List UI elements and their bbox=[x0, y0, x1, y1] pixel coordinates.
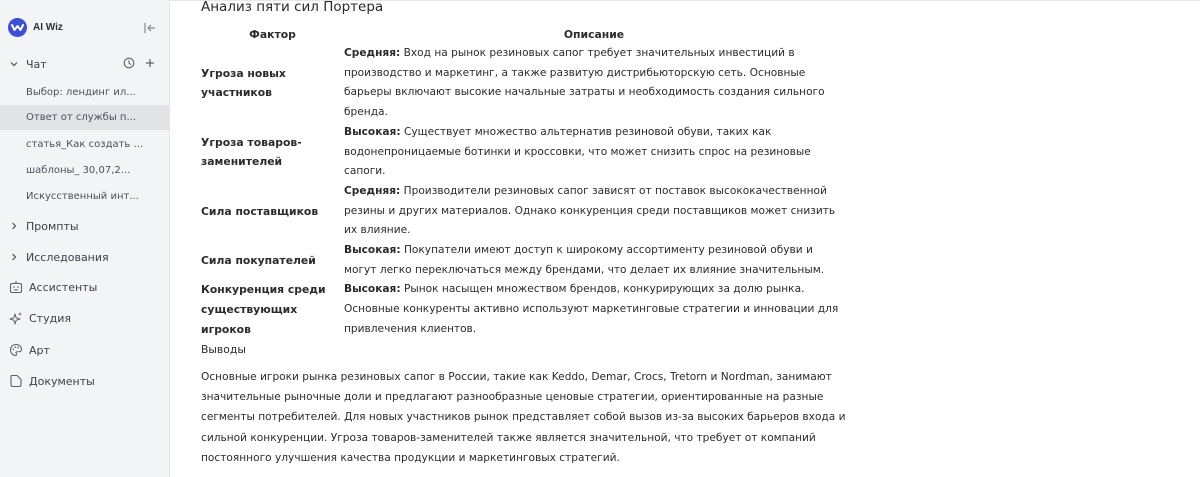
assistant-message bbox=[201, 0, 861, 469]
table-row bbox=[201, 241, 844, 280]
brand[interactable] bbox=[8, 18, 63, 37]
table-header-row bbox=[201, 24, 844, 44]
description-cell bbox=[344, 123, 844, 182]
description-text: Существует множество альтернатив резиновой обуви, таких как водонепроницаемые ботинки и кроссовки, что может снизить спрос на резиновые сапоги. bbox=[344, 125, 811, 178]
chevron-right-icon bbox=[8, 251, 20, 263]
description-cell bbox=[344, 44, 844, 123]
description-text: Покупатели имеют доступ к широкому ассортименту резиновой обуви и могут легко переключаться между брендами, что делает их влияние значительным. bbox=[344, 244, 825, 276]
chat-item[interactable] bbox=[0, 158, 169, 183]
conclusions-paragraph: Основные игроки рынка резиновых сапог в России, такие как Keddo, Demar, Crocs, Tretorn и Nordman, занимают значительные рыночные доли и предлагают разнообразные ценовые стратегии, ориентированные на разные сегменты потребителей. Для новых участников рынок представляет собой вызов из-за высоких барьеров входа и сильной конкуренции. Угроза товаров-заменителей также является значительной, что требует от компаний постоянного улучшения качества продукции и маркетинговых стратегий. bbox=[201, 370, 846, 465]
sidebar-item-art[interactable] bbox=[8, 340, 159, 360]
section-title: Анализ пяти сил Портера bbox=[201, 0, 384, 15]
history-icon[interactable] bbox=[123, 57, 135, 72]
level-label: Средняя: bbox=[344, 47, 401, 59]
sidebar-section-chat[interactable] bbox=[8, 54, 159, 74]
factor-cell: Конкуренция среди существующих игроков bbox=[201, 283, 326, 336]
chevron-down-icon bbox=[8, 58, 20, 70]
column-header-factor: Фактор bbox=[249, 27, 296, 41]
sparkles-icon bbox=[8, 311, 23, 326]
collapse-sidebar-icon[interactable] bbox=[143, 20, 157, 34]
table-row bbox=[201, 44, 844, 123]
chat-item-active[interactable] bbox=[0, 105, 169, 130]
factor-cell: Сила поставщиков bbox=[201, 204, 319, 218]
sidebar-item-research[interactable] bbox=[8, 247, 159, 267]
chat-actions bbox=[123, 54, 155, 74]
table-row bbox=[201, 182, 844, 241]
description-cell bbox=[344, 241, 844, 280]
porter-table bbox=[201, 24, 844, 340]
sidebar-item-label: Студия bbox=[29, 311, 71, 325]
description-text: Рынок насыщен множеством брендов, конкурирующих за долю рынка. Основные конкуренты активно используют маркетинговые стратегии и инновации для привлечения клиентов. bbox=[344, 283, 839, 335]
sidebar-item-label: Документы bbox=[29, 374, 95, 388]
description-cell bbox=[344, 280, 844, 339]
sidebar-section-chat-label: Чат bbox=[26, 57, 47, 71]
conclusions-heading: Выводы bbox=[201, 342, 246, 356]
factor-cell: Угроза новых участников bbox=[201, 66, 286, 100]
chevron-right-icon bbox=[8, 220, 20, 232]
chat-item-label: Ответ от службы п... bbox=[26, 112, 136, 123]
sidebar-item-studio[interactable] bbox=[8, 308, 159, 328]
chat-item[interactable] bbox=[0, 80, 169, 105]
chat-item-label: статья_Как создать ... bbox=[26, 139, 144, 150]
sidebar-item-label: Исследования bbox=[26, 250, 109, 264]
table-row bbox=[201, 123, 844, 182]
level-label: Высокая: bbox=[344, 244, 401, 257]
column-header-description: Описание bbox=[563, 27, 625, 41]
sidebar-item-label: Ассистенты bbox=[29, 280, 98, 294]
level-label: Высокая: bbox=[344, 283, 401, 296]
chat-item[interactable] bbox=[0, 132, 169, 157]
sidebar-item-label: Промпты bbox=[26, 219, 79, 233]
sidebar-item-prompts[interactable] bbox=[8, 216, 159, 236]
description-cell bbox=[344, 182, 844, 241]
level-label: Высокая: bbox=[344, 125, 401, 138]
brand-logo-icon bbox=[8, 18, 27, 37]
new-chat-plus-icon[interactable] bbox=[145, 58, 155, 71]
level-label: Средняя: bbox=[344, 184, 401, 197]
palette-icon bbox=[8, 343, 23, 358]
chat-item[interactable] bbox=[0, 184, 169, 209]
sidebar-item-label: Арт bbox=[29, 343, 50, 357]
chat-main bbox=[170, 0, 1200, 477]
sidebar-item-documents[interactable] bbox=[8, 371, 159, 391]
chat-item-label: Выбор: лендинг ил... bbox=[26, 87, 136, 98]
sidebar-item-assistants[interactable] bbox=[8, 277, 159, 297]
description-text: Вход на рынок резиновых сапог требует значительных инвестиций в производство и маркетинг, а также развитую дистрибьюторскую сеть. Основные барьеры включают высокие начальные затраты и необходимость создания сильного бренда. bbox=[344, 47, 825, 119]
factor-cell: Угроза товаров-заменителей bbox=[201, 135, 302, 169]
chat-item-label: Искусственный инт... bbox=[26, 191, 139, 202]
factor-cell: Сила покупателей bbox=[201, 253, 316, 267]
robot-icon bbox=[8, 280, 23, 295]
document-icon bbox=[8, 374, 23, 389]
sidebar bbox=[0, 0, 170, 477]
brand-name: AI Wiz bbox=[33, 22, 63, 33]
description-text: Производители резиновых сапог зависят от поставок высококачественной резины и других материалов. Однако конкуренция среди поставщиков может снизить их влияние. bbox=[344, 184, 836, 237]
chat-item-label: шаблоны_ 30,07,2... bbox=[26, 165, 131, 176]
table-row bbox=[201, 280, 844, 339]
